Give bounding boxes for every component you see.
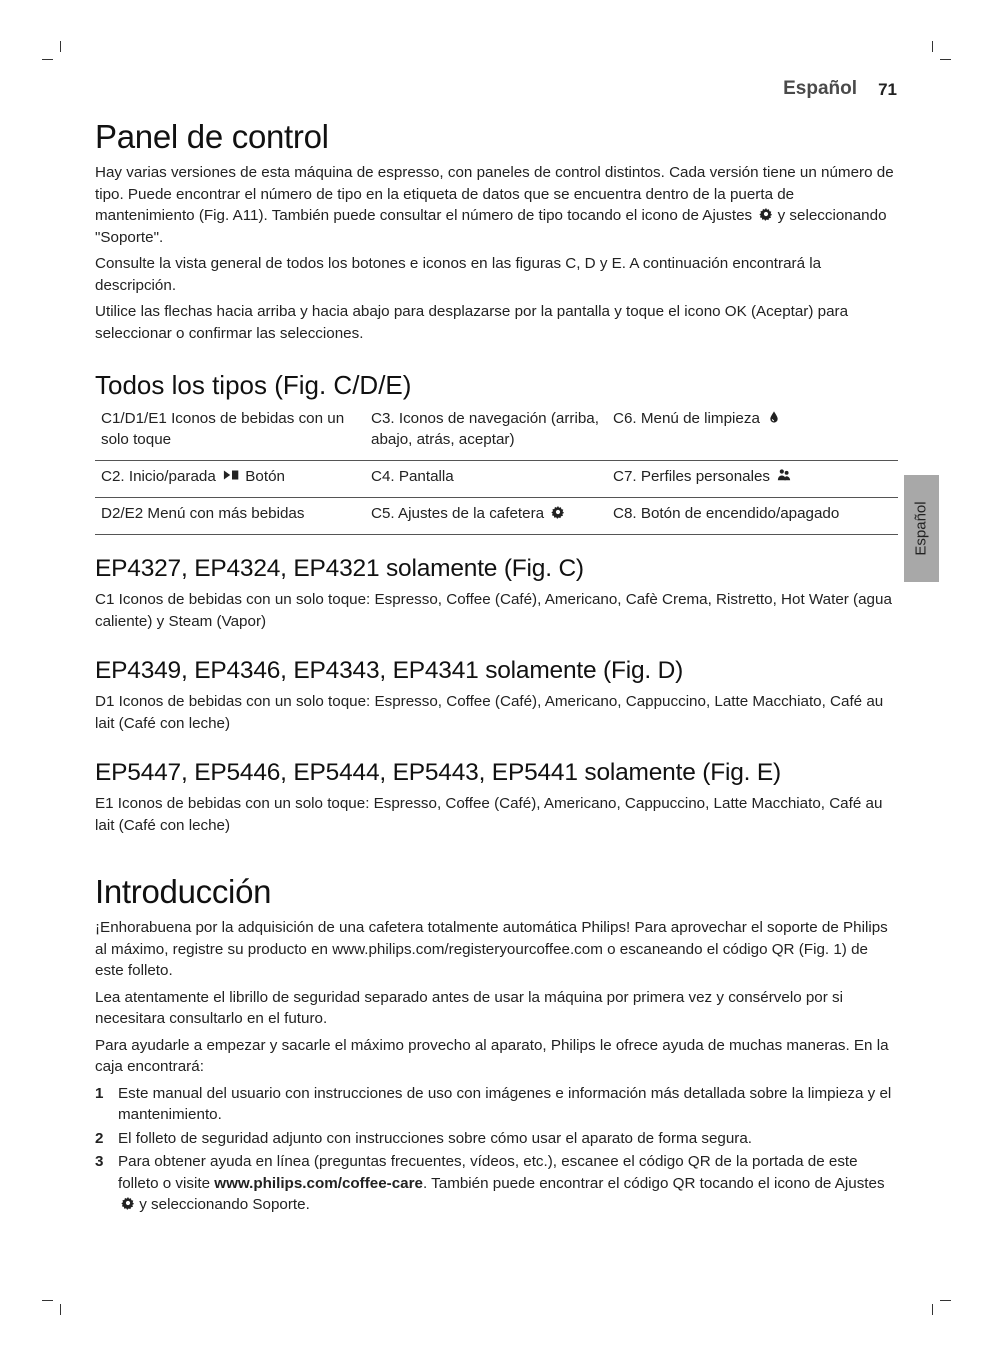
section-title-fig-d: EP4349, EP4346, EP4343, EP4341 solamente (Fig. D): [95, 657, 684, 684]
panel-paragraph-1: [95, 162, 897, 248]
table-row: [95, 407, 898, 461]
list-number: 2: [95, 1129, 104, 1147]
header-language: Español: [783, 78, 857, 99]
crop-mark: [60, 41, 61, 52]
crop-mark: [932, 1304, 933, 1315]
page-content: [95, 118, 897, 1218]
side-language-tab: [904, 475, 939, 582]
intro-paragraph-2: Lea atentamente el librillo de seguridad separado antes de usar la máquina por primera vez y consérvelo por si necesitara consultarlo en el futuro.: [95, 988, 843, 1027]
fig-d-text: D1 Iconos de bebidas con un solo toque: Espresso, Coffee (Café), Americano, Cappuccino, Latte Macchiato, Café au lait (Café con leche): [95, 693, 884, 732]
table-cell: C3. Iconos de navegación (arriba, abajo, atrás, aceptar): [365, 407, 607, 461]
crop-mark: [42, 1300, 53, 1301]
page-number: 71: [878, 80, 897, 99]
table-cell: [607, 461, 898, 498]
list-number: 3: [95, 1153, 104, 1170]
controls-table: [95, 407, 898, 535]
list-item: [95, 1128, 897, 1150]
crop-mark: [60, 1304, 61, 1315]
table-row: [95, 498, 898, 535]
cell-text: C5. Ajustes de la cafetera: [371, 505, 545, 522]
gear-icon: [759, 207, 773, 221]
panel-p1-tail: y seleccionando "Soporte".: [95, 207, 887, 246]
cell-text: C7. Perfiles personales: [613, 468, 771, 485]
table-cell: [607, 407, 898, 461]
cleaning-drop-icon: [767, 410, 781, 424]
intro-list: [95, 1083, 897, 1216]
table-cell: C8. Botón de encendido/apagado: [607, 498, 898, 535]
crop-mark: [940, 1300, 951, 1301]
fig-c-text: C1 Iconos de bebidas con un solo toque: Espresso, Coffee (Café), Americano, Cafè Crema, Ristretto, Hot Water (agua caliente) y Steam (Vapor): [95, 591, 892, 630]
section-title-fig-c: EP4327, EP4324, EP4321 solamente (Fig. C): [95, 555, 584, 582]
list-text: y seleccionando Soporte.: [139, 1196, 310, 1213]
section-title-panel: Panel de control: [95, 118, 329, 155]
list-text: Este manual del usuario con instrucciones de uso con imágenes e información más detallada sobre la limpieza y el mantenimiento.: [118, 1084, 892, 1123]
side-tab-label: Español: [913, 501, 930, 556]
play-pause-icon: [223, 468, 241, 482]
table-cell: [95, 461, 365, 498]
gear-icon: [551, 505, 565, 519]
intro-paragraph-3: Para ayudarle a empezar y sacarle el máximo provecho al aparato, Philips le ofrece ayuda de muchas maneras. En la caja encontrará:: [95, 1036, 889, 1075]
table-cell: [365, 498, 607, 535]
intro-paragraph-1: ¡Enhorabuena por la adquisición de una cafetera totalmente automática Philips! Para aprovechar el soporte de Philips al máximo, registre su producto en www.philips.com/registeryourcoffee.com o escaneando el código QR (Fig. 1) de este folleto.: [95, 919, 888, 979]
list-item: [95, 1151, 897, 1216]
list-text: Para obtener ayuda en línea (preguntas frecuentes, vídeos, etc.), escanee el código QR de la portada de este folleto o visite: [118, 1153, 858, 1192]
table-cell: C4. Pantalla: [365, 461, 607, 498]
crop-mark: [940, 59, 951, 60]
gear-icon: [121, 1196, 135, 1210]
table-cell: C1/D1/E1 Iconos de bebidas con un solo toque: [95, 407, 365, 461]
panel-paragraph-3: Utilice las flechas hacia arriba y hacia abajo para desplazarse por la pantalla y toque el icono OK (Aceptar) para seleccionar o confirmar las selecciones.: [95, 303, 849, 342]
list-text: . También puede encontrar el código QR tocando el icono de Ajustes: [423, 1174, 885, 1192]
list-number: 1: [95, 1084, 104, 1102]
coffee-care-link[interactable]: www.philips.com/coffee-care: [214, 1174, 423, 1192]
section-title-fig-e: EP5447, EP5446, EP5444, EP5443, EP5441 solamente (Fig. E): [95, 759, 781, 786]
panel-p1-text: Hay varias versiones de esta máquina de espresso, con paneles de control distintos. Cada versión tiene un número de tipo. Puede encontrar el número de tipo en la etiqueta de datos que se encuentra dentro de la puerta de mantenimiento (Fig. A11). También puede consultar el número de tipo tocando el icono de Ajustes: [95, 164, 894, 224]
fig-e-text: E1 Iconos de bebidas con un solo toque: Espresso, Coffee (Café), Americano, Cappuccino, Latte Macchiato, Café au lait (Café con leche): [95, 795, 883, 834]
list-text: El folleto de seguridad adjunto con instrucciones sobre cómo usar el aparato de forma segura.: [118, 1129, 753, 1147]
section-title-all-types: Todos los tipos (Fig. C/D/E): [95, 370, 412, 400]
table-cell: D2/E2 Menú con más bebidas: [95, 498, 365, 535]
user-profiles-icon: [777, 468, 791, 482]
panel-paragraph-2: Consulte la vista general de todos los botones e iconos en las figuras C, D y E. A continuación encontrará la descripción.: [95, 255, 822, 294]
list-item: [95, 1083, 897, 1126]
crop-mark: [42, 59, 53, 60]
cell-text: C2. Inicio/parada: [101, 468, 216, 485]
cell-text: C6. Menú de limpieza: [613, 410, 760, 427]
table-row: [95, 461, 898, 498]
cell-text: Botón: [245, 468, 285, 485]
section-title-intro: Introducción: [95, 873, 272, 910]
crop-mark: [932, 41, 933, 52]
